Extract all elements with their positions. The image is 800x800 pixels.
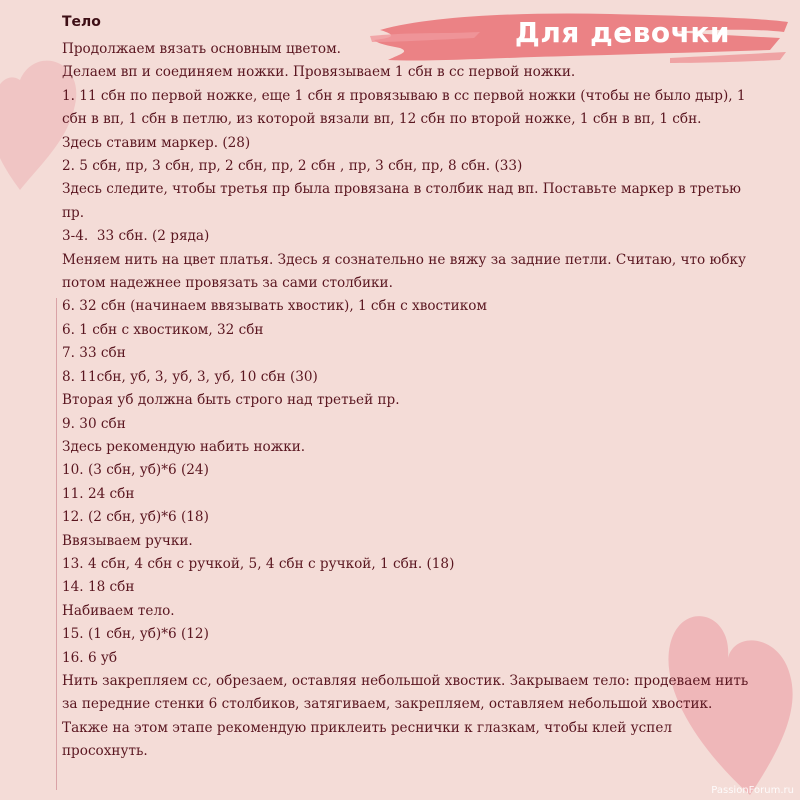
- text-line: 8. 11сбн, уб, 3, уб, 3, уб, 10 сбн (30): [62, 368, 318, 385]
- text-line: Нить закрепляем сс, обрезаем, оставляя небольшой хвостик. Закрываем тело: продеваем нить за передние стенки 6 столбиков, затягиваем, закрепляем, оставляем небольшой хвостик.: [62, 672, 753, 713]
- instructions-text: [62, 38, 752, 764]
- text-line: 13. 4 сбн, 4 сбн с ручкой, 5, 4 сбн с ручкой, 1 сбн. (18): [62, 555, 455, 572]
- text-line: Набиваем тело.: [62, 602, 175, 619]
- text-line: Здесь ставим маркер. (28): [62, 134, 251, 151]
- text-line: 12. (2 сбн, уб)*6 (18): [62, 509, 209, 526]
- text-line: Здесь следите, чтобы третья пр была провязана в столбик над вп. Поставьте маркер в третью пр.: [62, 181, 746, 221]
- banner-title: Для девочки: [514, 16, 730, 49]
- text-line: 3-4. 33 сбн. (2 ряда): [62, 228, 210, 245]
- text-line: 6. 1 сбн с хвостиком, 32 сбн: [62, 321, 264, 338]
- left-margin-line: [56, 298, 57, 790]
- text-line: Вторая уб должна быть строго над третьей пр.: [62, 392, 400, 409]
- text-line: 16. 6 уб: [62, 649, 118, 666]
- text-line: Ввязываем ручки.: [62, 532, 193, 549]
- text-line: 9. 30 сбн: [62, 415, 126, 432]
- text-line: 1. 11 сбн по первой ножке, еще 1 сбн я провязываю в сс первой ножки (чтобы не было дыр), 1 сбн в вп, 1 сбн в петлю, из которой вязали вп, 12 сбн по второй ножке, 1 сбн в вп, 1 сбн.: [62, 87, 750, 128]
- text-line: 6. 32 сбн (начинаем ввязывать хвостик), 1 сбн с хвостиком: [62, 298, 487, 315]
- text-line: 11. 24 сбн: [62, 485, 135, 502]
- text-line: Делаем вп и соединяем ножки. Провязываем 1 сбн в сс первой ножки.: [62, 64, 576, 81]
- text-line: Продолжаем вязать основным цветом.: [62, 41, 341, 57]
- text-line: Здесь рекомендую набить ножки.: [62, 438, 306, 455]
- text-line: Также на этом этапе рекомендую приклеить реснички к глазкам, чтобы клей успел просохнуть.: [62, 719, 677, 760]
- section-heading: Тело: [62, 14, 101, 30]
- text-line: 7. 33 сбн: [62, 345, 126, 362]
- text-line: Меняем нить на цвет платья. Здесь я сознательно не вяжу за задние петли. Считаю, что юбку потом надежнее провязать за сами столбики.: [62, 251, 751, 292]
- watermark: PassionForum.ru: [711, 785, 794, 796]
- text-line: 15. (1 сбн, уб)*6 (12): [62, 626, 209, 643]
- text-line: 14. 18 сбн: [62, 579, 135, 596]
- text-line: 10. (3 сбн, уб)*6 (24): [62, 462, 209, 479]
- text-line: 2. 5 сбн, пр, 3 сбн, пр, 2 сбн, пр, 2 сбн , пр, 3 сбн, пр, 8 сбн. (33): [62, 158, 523, 175]
